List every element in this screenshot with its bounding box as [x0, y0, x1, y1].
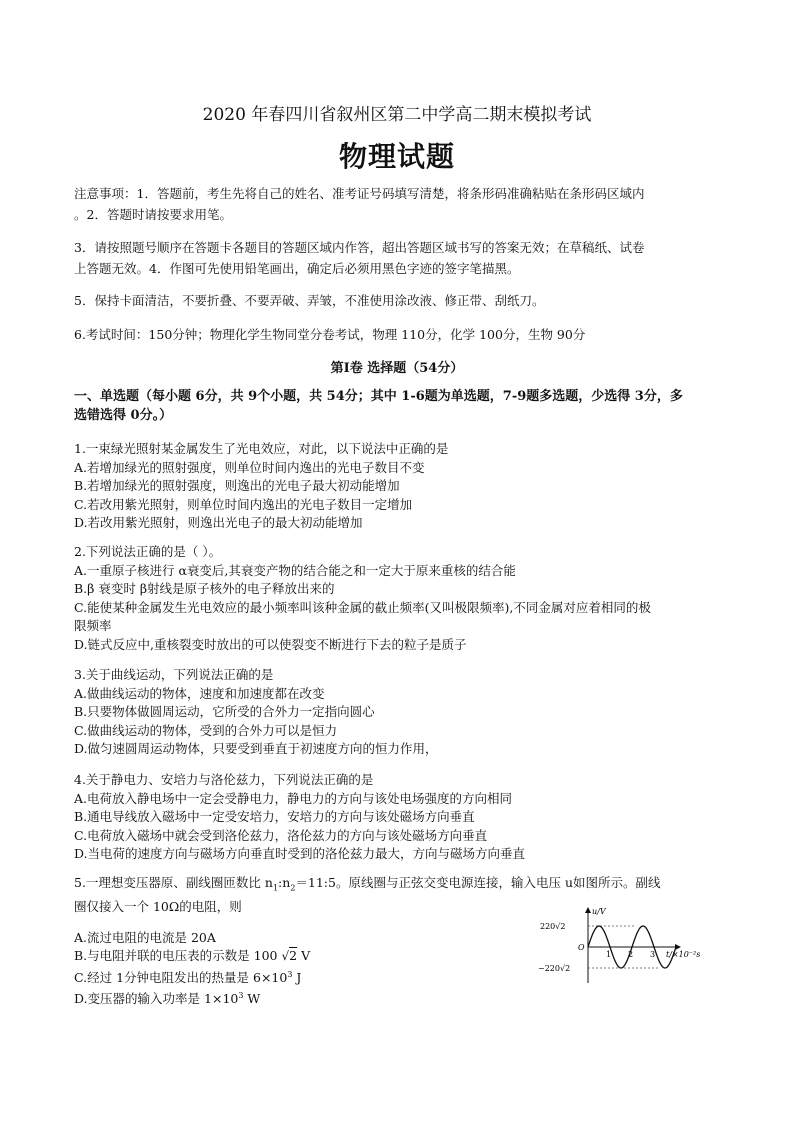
x-tick-2: 2 — [628, 950, 634, 959]
question-3-option-c: C.做曲线运动的物体，受到的合外力可以是恒力 — [74, 722, 338, 738]
notes-line-2: 。2．答题时请按要求用笔。 — [74, 207, 232, 222]
notes-line-1: 注意事项：1．答题前，考生先将自己的姓名、准考证号码填写清楚，将条形码准确粘贴在条形码区域内 — [74, 186, 645, 201]
question-2-option-c-line-2: 限频率 — [74, 618, 112, 633]
notes-line-3: 3．请按照题号顺序在答题卡各题目的答题区域内作答，超出答题区域书写的答案无效；在草稿纸、试卷 — [74, 240, 645, 255]
question-2-option-b: B.β 衰变时 β射线是原子核外的电子释放出来的 — [74, 581, 335, 596]
question-3-stem: 3.关于曲线运动，下列说法正确的是 — [74, 667, 274, 682]
question-4-option-c: C.电荷放入磁场中就会受到洛伦兹力，洛伦兹力的方向与该处磁场方向垂直 — [74, 827, 488, 843]
question-2-stem: 2.下列说法正确的是（ ）。 — [74, 544, 222, 559]
question-4 — [74, 771, 734, 864]
voltage-waveform-figure — [538, 905, 718, 985]
question-3 — [74, 666, 734, 759]
option-c-exponent: 3 — [287, 969, 293, 979]
question-3-option-b: B.只要物体做圆周运动，它所受的合外力一定指向圆心 — [74, 704, 375, 719]
subject-title: 物理试题 — [338, 140, 455, 173]
question-4-stem: 4.关于静电力、安培力与洛伦兹力，下列说法正确的是 — [74, 772, 374, 787]
option-d-text: D.变压器的输入功率是 1×10 — [74, 991, 239, 1007]
n2-subscript: 2 — [290, 883, 296, 893]
option-d-exponent: 3 — [238, 991, 244, 1001]
question-3-option-d: D.做匀速圆周运动物体，只要受到垂直于初速度方向的恒力作用， — [74, 741, 438, 756]
question-2-option-d: D.链式反应中,重核裂变时放出的可以使裂变不断进行下去的粒子是质子 — [74, 636, 467, 652]
question-4-option-a: A.电荷放入静电场中一定会受静电力，静电力的方向与该处电场强度的方向相同 — [74, 790, 513, 806]
question-1-stem: 1.一束绿光照射某金属发生了光电效应，对此，以下说法中正确的是 — [74, 441, 449, 456]
question-5-stem-rest: ＝11:5。原线圈与正弦交变电源连接，输入电压 u如图所示。副线 — [295, 875, 661, 890]
question-5-stem-line-2: 圈仅接入一个 10Ω的电阻，则 — [74, 899, 242, 914]
question-5-option-a: A.流过电阻的电流是 20A — [74, 929, 216, 945]
option-b-text: B.与电阻并联的电压表的示数是 100 — [74, 948, 278, 963]
section-heading: 第Ⅰ卷 选择题（54分） — [330, 361, 464, 376]
question-3-option-a: A.做曲线运动的物体，速度和加速度都在改变 — [74, 685, 325, 701]
question-1-option-d: D.若改用紫光照射，则逸出光电子的最大初动能增加 — [74, 515, 363, 530]
question-2 — [74, 543, 734, 654]
question-4-option-d: D.当电荷的速度方向与磁场方向垂直时受到的洛伦兹力最大，方向与磁场方向垂直 — [74, 846, 526, 861]
exam-title: 2020 年春四川省叙州区第二中学高二期末模拟考试 — [202, 105, 592, 125]
question-1 — [74, 440, 734, 533]
question-5-option-d — [74, 987, 734, 1009]
question-1-option-b: B.若增加绿光的照射强度，则逸出的光电子最大初动能增加 — [74, 478, 400, 493]
notes-line-6: 6.考试时间：150分钟；物理化学生物同堂分卷考试，物理 110分，化学 100分，生物 90分 — [74, 327, 586, 342]
top-value-label: 220√2 — [540, 922, 566, 931]
option-c-text: C.经过 1分钟电阻发出的热量是 6×10 — [74, 969, 288, 985]
notes-line-4: 上答题无效。4．作图可先使用铅笔画出，确定后必须用黑色字迹的签字笔描黑。 — [74, 261, 520, 276]
x-tick-3: 3 — [650, 950, 656, 959]
question-1-option-c: C.若改用紫光照射，则单位时间内逸出的光电子数目一定增加 — [74, 496, 413, 512]
sqrt-radicand: 2 — [289, 948, 298, 963]
question-5-stem-text: 5.一理想变压器原、副线圈匝数比 n — [74, 875, 273, 890]
y-axis-label: u/V — [592, 907, 606, 916]
part-instructions-line-2: 选错选得 0分。） — [74, 408, 173, 423]
question-1-option-a: A.若增加绿光的照射强度，则单位时间内逸出的光电子数目不变 — [74, 459, 425, 475]
option-d-unit: W — [243, 991, 261, 1007]
ratio-colon: :n — [278, 875, 291, 890]
question-2-option-a: A.一重原子核进行 α衰变后,其衰变产物的结合能之和一定大于原来重核的结合能 — [74, 562, 516, 578]
question-5-stem-line-1 — [74, 874, 734, 898]
origin-label: O — [578, 943, 585, 952]
x-axis-label: t/×10⁻²s — [666, 950, 701, 959]
sqrt-symbol: √ — [281, 949, 290, 963]
option-c-unit: J — [292, 969, 302, 985]
question-4-option-b: B.通电导线放入磁场中一定受安培力，安培力的方向与该处磁场方向垂直 — [74, 809, 475, 824]
question-2-option-c-line-1: C.能使某种金属发生光电效应的最小频率叫该种金属的截止频率(又叫极限频率),不同金属对应着相同的极 — [74, 599, 651, 615]
n1-subscript: 1 — [272, 883, 279, 893]
x-tick-1: 1 — [606, 950, 612, 959]
part-instructions-line-1: 一、单选题（每小题 6分，共 9个小题，共 54分；其中 1-6题为单选题，7-9题多选题，少选得 3分，多 — [74, 389, 683, 404]
option-b-unit: V — [297, 948, 311, 963]
notes-line-5: 5．保持卡面清洁，不要折叠、不要弄破、弄皱，不准使用涂改液、修正带、刮纸刀。 — [74, 293, 545, 308]
bottom-value-label: −220√2 — [538, 964, 571, 973]
